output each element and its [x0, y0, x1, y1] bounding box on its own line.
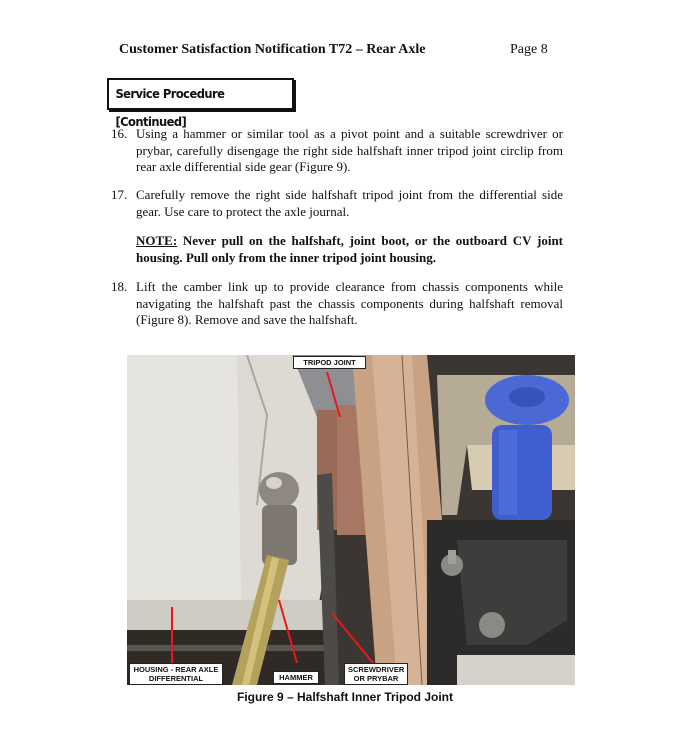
callout-screwdriver-or-prybar	[344, 663, 408, 685]
figure-caption: Figure 9 – Halfshaft Inner Tripod Joint	[236, 690, 454, 704]
callout-text-line2: OR PRYBAR	[353, 674, 399, 683]
callout-housing-rear-axle-differential	[129, 663, 223, 685]
page-number: Page 8	[510, 42, 548, 57]
procedure-step-18	[111, 279, 563, 329]
step-text: Carefully remove the right side halfshaft tripod joint from the differential side gear. Use care to protect the axle journal.	[136, 187, 563, 219]
callout-text-line2: DIFFERENTIAL	[148, 674, 204, 683]
procedure-step-16	[111, 126, 563, 176]
step-number: 18.	[111, 279, 128, 294]
halfshaft-photo-illustration	[127, 355, 575, 685]
callout-hammer	[273, 671, 319, 684]
step-number: 16.	[111, 126, 128, 141]
step-text: Lift the camber link up to provide clearance from chassis components while navigating the halfshaft past the chassis components during halfshaft removal (Figure 8). Remove and save the halfshaft.	[136, 279, 563, 327]
figure-9-photo	[127, 355, 575, 685]
step-text: Using a hammer or similar tool as a pivot point and a suitable screwdriver or prybar, carefully disengage the right side halfshaft inner tripod joint circlip from rear axle differential side gear (Figure 9).	[136, 126, 563, 174]
callout-text: TRIPOD JOINT	[303, 358, 356, 367]
section-heading-box	[107, 78, 294, 129]
section-heading: Service Procedure [Continued]	[115, 86, 225, 129]
step-number: 17.	[111, 187, 128, 202]
note-block	[136, 233, 563, 266]
note-text: Never pull on the halfshaft, joint boot, or the outboard CV joint housing. Pull only from the inner tripod joint housing.	[136, 233, 563, 265]
callout-text-line1: HOUSING - REAR AXLE	[133, 665, 219, 674]
callout-text-line1: SCREWDRIVER	[348, 665, 405, 674]
procedure-step-17	[111, 187, 563, 220]
document-header-title: Customer Satisfaction Notification T72 – Rear Axle	[119, 42, 426, 57]
callout-text: HAMMER	[279, 673, 313, 682]
callout-tripod-joint	[293, 356, 366, 369]
note-label: NOTE:	[136, 233, 178, 248]
